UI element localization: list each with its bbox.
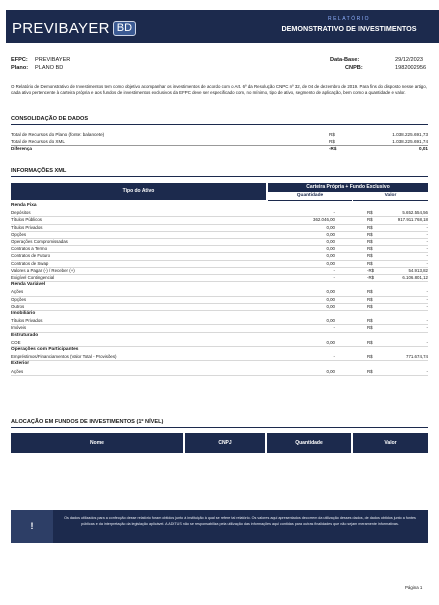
currency-label: R$ bbox=[367, 296, 373, 302]
asset-value: - bbox=[426, 296, 428, 302]
report-title: DEMONSTRATIVO DE INVESTIMENTOS bbox=[281, 24, 417, 33]
asset-value: 917.911.768,18 bbox=[397, 217, 428, 223]
asset-quantity: 0,00 bbox=[326, 303, 335, 309]
currency-label: R$ bbox=[367, 368, 373, 374]
currency-label: -R$ bbox=[367, 275, 375, 280]
currency-label: R$ bbox=[367, 217, 373, 223]
asset-value: 5.652.554,56 bbox=[402, 210, 428, 216]
asset-quantity: 0,00 bbox=[326, 296, 335, 302]
table-row bbox=[11, 353, 428, 361]
asset-value: - bbox=[426, 368, 428, 374]
asset-type: COE bbox=[11, 339, 21, 345]
consolidacao-row bbox=[11, 145, 428, 152]
database-label: Data-Base: bbox=[330, 57, 360, 63]
intro-paragraph: O Relatório de Demonstrativo de Investimentos tem como objetivo acompanhar os investimentos de acordo com o Art. 6º da Resolução CNPC nº 32, de 04 de dezembro de 2019. Para fins do disposto nesse artigo, cada ativo pertencente à carteira própria e aos fundos de investimentos exclusivos da EFPC deve ser especificado com, no mínimo, tipo de ativo, segmento de aplicação, bem como a quantidade e valor. bbox=[11, 84, 427, 95]
asset-type: Contratos de Futuro bbox=[11, 253, 51, 259]
asset-type: Ações bbox=[11, 368, 24, 374]
asset-value: - bbox=[426, 303, 428, 309]
asset-type: Empréstimos/Financiamentos (Valor Total - Provisões) bbox=[11, 354, 117, 360]
asset-quantity: 0,00 bbox=[326, 260, 335, 266]
asset-quantity: 0,00 bbox=[326, 289, 335, 295]
group-heading: Exterior bbox=[11, 361, 30, 367]
disclaimer-box bbox=[11, 510, 428, 543]
currency-label: R$ bbox=[367, 231, 373, 237]
asset-quantity: 0,00 bbox=[326, 231, 335, 237]
asset-quantity: 0,00 bbox=[326, 339, 335, 345]
asset-quantity: 0,00 bbox=[326, 239, 335, 244]
asset-type: Operações Compromissadas bbox=[11, 239, 68, 244]
col-quantidade: Quantidade bbox=[268, 192, 352, 201]
previbayer-logo bbox=[12, 18, 136, 38]
asset-type: Outros bbox=[11, 303, 25, 309]
col-quantidade-fundos: Quantidade bbox=[267, 433, 351, 453]
row-value: 1.038.225.691,73 bbox=[392, 132, 428, 137]
asset-type: Títulos Privados bbox=[11, 318, 43, 324]
col-valor-fundos: Valor bbox=[353, 433, 428, 453]
asset-quantity: - bbox=[333, 267, 335, 273]
currency-label: R$ bbox=[367, 253, 373, 259]
currency-label: R$ bbox=[367, 318, 373, 324]
currency-label: R$ bbox=[367, 260, 373, 266]
xml-title: INFORMAÇÕES XML bbox=[11, 168, 67, 174]
table-row bbox=[11, 324, 428, 332]
report-label: RELATÓRIO bbox=[327, 16, 371, 22]
currency-label: R$ bbox=[367, 246, 373, 252]
asset-value: - bbox=[426, 246, 428, 252]
asset-type: Ações bbox=[11, 289, 24, 295]
asset-value: 6.106.801,12 bbox=[402, 275, 428, 280]
efpc-value: PREVIBAYER bbox=[35, 57, 71, 63]
col-tipo-ativo: Tipo do Ativo bbox=[11, 183, 266, 200]
plano-label: Plano: bbox=[11, 65, 29, 71]
efpc-label: EFPC: bbox=[11, 57, 28, 63]
asset-type: Depósitos bbox=[11, 210, 31, 216]
currency-label: R$ bbox=[367, 354, 373, 360]
section-divider bbox=[11, 124, 428, 125]
page-number: Página 1 bbox=[405, 585, 423, 590]
asset-quantity: - bbox=[333, 275, 335, 280]
asset-type: Títulos Públicos bbox=[11, 217, 42, 223]
asset-value: - bbox=[426, 339, 428, 345]
asset-type: Contratos de Swap bbox=[11, 260, 49, 266]
table-row bbox=[11, 303, 428, 311]
asset-value: - bbox=[426, 239, 428, 244]
database-value: 29/12/2023 bbox=[395, 57, 423, 63]
asset-quantity: - bbox=[333, 354, 335, 360]
asset-quantity: 362.046,00 bbox=[313, 217, 335, 223]
asset-quantity: 0,00 bbox=[326, 246, 335, 252]
asset-type: Valores a Pagar (-) / Receber (+) bbox=[11, 267, 75, 273]
asset-value: - bbox=[426, 231, 428, 237]
asset-value: - bbox=[426, 289, 428, 295]
currency-label: -R$ bbox=[329, 146, 337, 152]
currency-label: R$ bbox=[367, 289, 373, 295]
asset-type: Contratos a Termo bbox=[11, 246, 48, 252]
asset-quantity: - bbox=[333, 325, 335, 331]
table-row bbox=[11, 274, 428, 282]
disclaimer-text: Os dados utilizados para a confecção desse relatório foram obtidos junto à instituição à qual se refere tal relatório. Os valores aqui apresentados decorrem da utilização desses dados, de dados obtidos junto a fontes públicas e da interpretação da legislação aplicável. A ADITUS não se responsabiliza pela utilização das informações aqui contidas para outras finalidades que não sejam meramente informativas. bbox=[64, 516, 416, 526]
group-heading: Estruturado bbox=[11, 332, 39, 338]
asset-type: Imóveis bbox=[11, 325, 27, 331]
currency-label: R$ bbox=[329, 132, 335, 137]
asset-value: - bbox=[426, 224, 428, 230]
row-label: Total de Recursos do Plano (fonte: balancete) bbox=[11, 132, 105, 137]
currency-label: R$ bbox=[367, 339, 373, 345]
currency-label: R$ bbox=[367, 239, 373, 244]
cnpb-label: CNPB: bbox=[345, 65, 363, 71]
row-value: 1.038.225.691,74 bbox=[392, 139, 428, 145]
currency-label: R$ bbox=[367, 325, 373, 331]
asset-quantity: - bbox=[333, 210, 335, 216]
row-label: Diferença bbox=[11, 146, 32, 152]
asset-quantity: 0,00 bbox=[326, 368, 335, 374]
plano-value: PLANO BD bbox=[35, 65, 64, 71]
asset-value: - bbox=[426, 318, 428, 324]
currency-label: R$ bbox=[367, 303, 373, 309]
consolidacao-title: CONSOLIDAÇÃO DE DADOS bbox=[11, 116, 89, 122]
col-carteira-propria: Carteira Própria + Fundo Exclusivo bbox=[268, 183, 428, 192]
col-valor: Valor bbox=[353, 192, 428, 201]
asset-type: Exigível Contingencial bbox=[11, 275, 55, 280]
asset-value: - bbox=[426, 253, 428, 259]
section-divider bbox=[11, 427, 428, 428]
section-divider bbox=[11, 145, 428, 146]
alert-icon: ! bbox=[11, 510, 53, 543]
logo-badge: BD bbox=[113, 21, 136, 36]
group-heading: Operações com Participantes bbox=[11, 347, 79, 352]
currency-label: -R$ bbox=[367, 267, 375, 273]
group-heading: Imobiliário bbox=[11, 311, 36, 316]
section-divider bbox=[11, 176, 428, 177]
asset-value: - bbox=[426, 260, 428, 266]
group-heading: Renda Fixa bbox=[11, 203, 37, 208]
table-row bbox=[11, 368, 428, 376]
row-label: Total de Recursos do XML bbox=[11, 139, 65, 145]
row-value: 0,01 bbox=[419, 146, 428, 152]
asset-quantity: 0,00 bbox=[326, 318, 335, 324]
asset-type: Opções bbox=[11, 231, 27, 237]
group-heading: Renda Variável bbox=[11, 282, 46, 288]
col-cnpj: CNPJ bbox=[185, 433, 265, 453]
consolidacao-row bbox=[11, 138, 428, 145]
asset-quantity: 0,00 bbox=[326, 253, 335, 259]
report-header bbox=[6, 10, 439, 43]
cnpb-value: 1982002956 bbox=[395, 65, 427, 71]
asset-type: Opções bbox=[11, 296, 27, 302]
asset-value: 54.913,82 bbox=[408, 267, 428, 273]
col-nome: Nome bbox=[11, 433, 183, 453]
asset-type: Títulos Privados bbox=[11, 224, 43, 230]
asset-value: - bbox=[426, 325, 428, 331]
asset-quantity: 0,00 bbox=[326, 224, 335, 230]
asset-value: 771.674,74 bbox=[406, 354, 428, 360]
logo-text: PREVIBAYER bbox=[12, 19, 110, 37]
currency-label: R$ bbox=[329, 139, 335, 145]
consolidacao-row bbox=[11, 131, 428, 138]
alocacao-title: ALOCAÇÃO EM FUNDOS DE INVESTIMENTOS (1º NÍVEL) bbox=[11, 419, 164, 425]
currency-label: R$ bbox=[367, 210, 373, 216]
currency-label: R$ bbox=[367, 224, 373, 230]
